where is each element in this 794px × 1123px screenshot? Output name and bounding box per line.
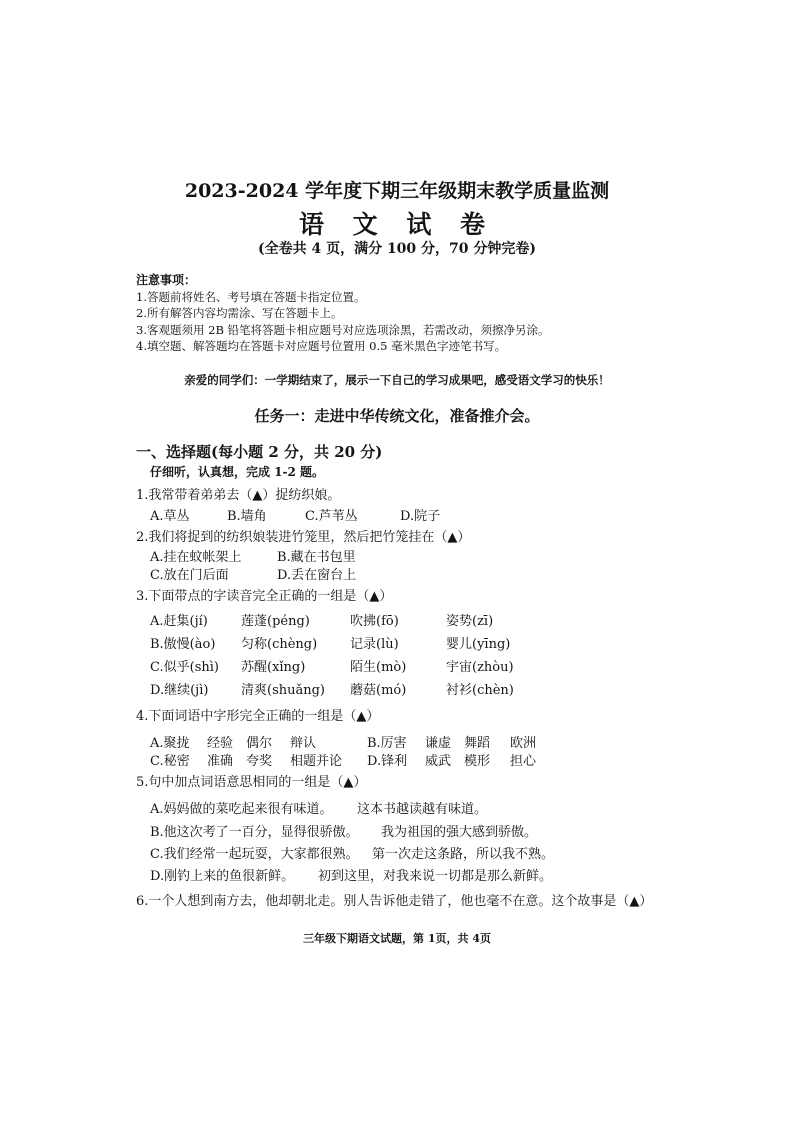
question-1-options [150,505,570,523]
question-2-stem: 2.我们将捉到的纺织娘装进竹笼里，然后把竹笼挂在（▲） [136,530,471,545]
option: 辩认 [290,736,317,751]
option: 宇宙(zhòu) [446,660,514,675]
question-1-stem: 1.我常带着弟弟去（▲）捉纺织娘。 [136,488,341,503]
question-3-row [150,610,570,628]
question-5-row [150,798,570,816]
option: C.似乎(shì) [150,660,219,675]
notes-heading: 注意事项： [136,273,197,287]
question-4-stem: 4.下面词语中字形完全正确的一组是（▲） [136,709,380,724]
instruction-line: 仔细听，认真想，完成 1-2 题。 [150,465,325,479]
question-3-stem: 3.下面带点的字读音完全正确的一组是（▲） [136,589,393,604]
option: 姿势(zī) [446,614,494,629]
option: 匀称(chèng) [241,637,318,652]
question-4-row [150,732,550,750]
option: A.聚拢 [150,736,190,751]
question-5-row [150,843,570,861]
exam-subject: 语 文 试 卷 [298,210,496,239]
option: C.放在门后面 [150,568,229,583]
option: 记录(lù) [350,637,399,652]
question-5-row [150,821,570,839]
option: 衬衫(chèn) [446,683,514,698]
question-5-row [150,865,570,883]
option: 模形 [464,754,491,769]
option: 准确 [207,754,234,769]
option: D.丢在窗台上 [277,568,357,583]
option: 担心 [510,754,537,769]
option: D.刚钓上来的鱼很新鲜。 [150,869,295,884]
option: 谦虚 [425,736,452,751]
question-2-options-row [150,546,450,564]
notes-item: 2.所有解答内容均需涂、写在答题卡上。 [136,306,343,320]
question-2-options-row [150,564,450,582]
option: B.厉害 [367,736,407,751]
notes-block [136,272,696,355]
option: 偶尔 [246,736,273,751]
option: 吹拂(fō) [350,614,399,629]
greeting-line: 亲爱的同学们：一学期结束了，展示一下自己的学习成果吧，感受语文学习的快乐！ [184,373,610,387]
section-heading: 一、选择题(每小题 2 分，共 20 分) [136,443,383,461]
option: 威武 [425,754,452,769]
option: 相题并论 [290,754,343,769]
option: A.妈妈做的菜吃起来很有味道。 [150,802,333,817]
question-6-stem: 6.一个人想到南方去，他却朝北走。别人告诉他走错了，他也毫不在意。这个故事是（▲） [136,894,653,909]
option: 初到这里，对我来说一切都是那么新鲜。 [318,869,553,884]
option: A.挂在蚊帐架上 [150,550,242,565]
option: A.赶集(jí) [150,614,208,629]
question-3-row [150,679,570,697]
option: C.秘密 [150,754,190,769]
question-3-row [150,656,570,674]
exam-title: 2023-2024 学年度下期三年级期末教学质量监测 [184,180,610,202]
question-5-stem: 5.句中加点词语意思相同的一组是（▲） [136,775,367,790]
notes-item: 1.答题前将姓名、考号填在答题卡指定位置。 [136,289,366,304]
notes-item: 4.填空题、解答题均在答题卡对应题号位置用 0.5 毫米黑色字迹笔书写。 [136,339,507,353]
option: 婴儿(yīng) [446,637,511,652]
option: 夸奖 [246,754,273,769]
option: C.我们经常一起玩耍，大家都很熟。 [150,847,359,862]
notes-item: 3.客观题须用 2B 铅笔将答题卡相应题号对应选项涂黑，若需改动，须擦净另涂。 [136,322,550,337]
option: B.他这次考了一百分，显得很骄傲。 [150,825,359,840]
option: B.傲慢(ào) [150,637,216,652]
option: 这本书越读越有味道。 [357,802,488,817]
option: 陌生(mò) [350,660,407,675]
option: D.继续(jì) [150,683,209,698]
option: A.草丛 [150,509,190,524]
option: C.芦苇丛 [305,509,358,524]
option: 经验 [207,736,234,751]
question-3-row [150,633,570,651]
option: 欧洲 [510,736,537,751]
option: 莲蓬(péng) [241,614,310,629]
option: 蘑菇(mó) [350,683,407,698]
option: D.院子 [400,509,441,524]
option: D.锋利 [367,754,408,769]
option: 清爽(shuǎng) [241,683,326,698]
option: 我为祖国的强大感到骄傲。 [381,825,538,840]
option: B.墙角 [227,509,267,524]
option: 舞蹈 [464,736,491,751]
option: 第一次走这条路，所以我不熟。 [372,847,555,862]
question-4-row [150,750,550,768]
exam-meta: (全卷共 4 页，满分 100 分，70 分钟完卷) [257,241,537,257]
option: 苏醒(xǐng) [241,660,306,675]
task-heading: 任务一：走进中华传统文化，准备推介会。 [254,407,540,425]
page-footer: 三年级下期语文试题，第 1页，共 4页 [303,932,491,945]
option: B.藏在书包里 [277,550,356,565]
